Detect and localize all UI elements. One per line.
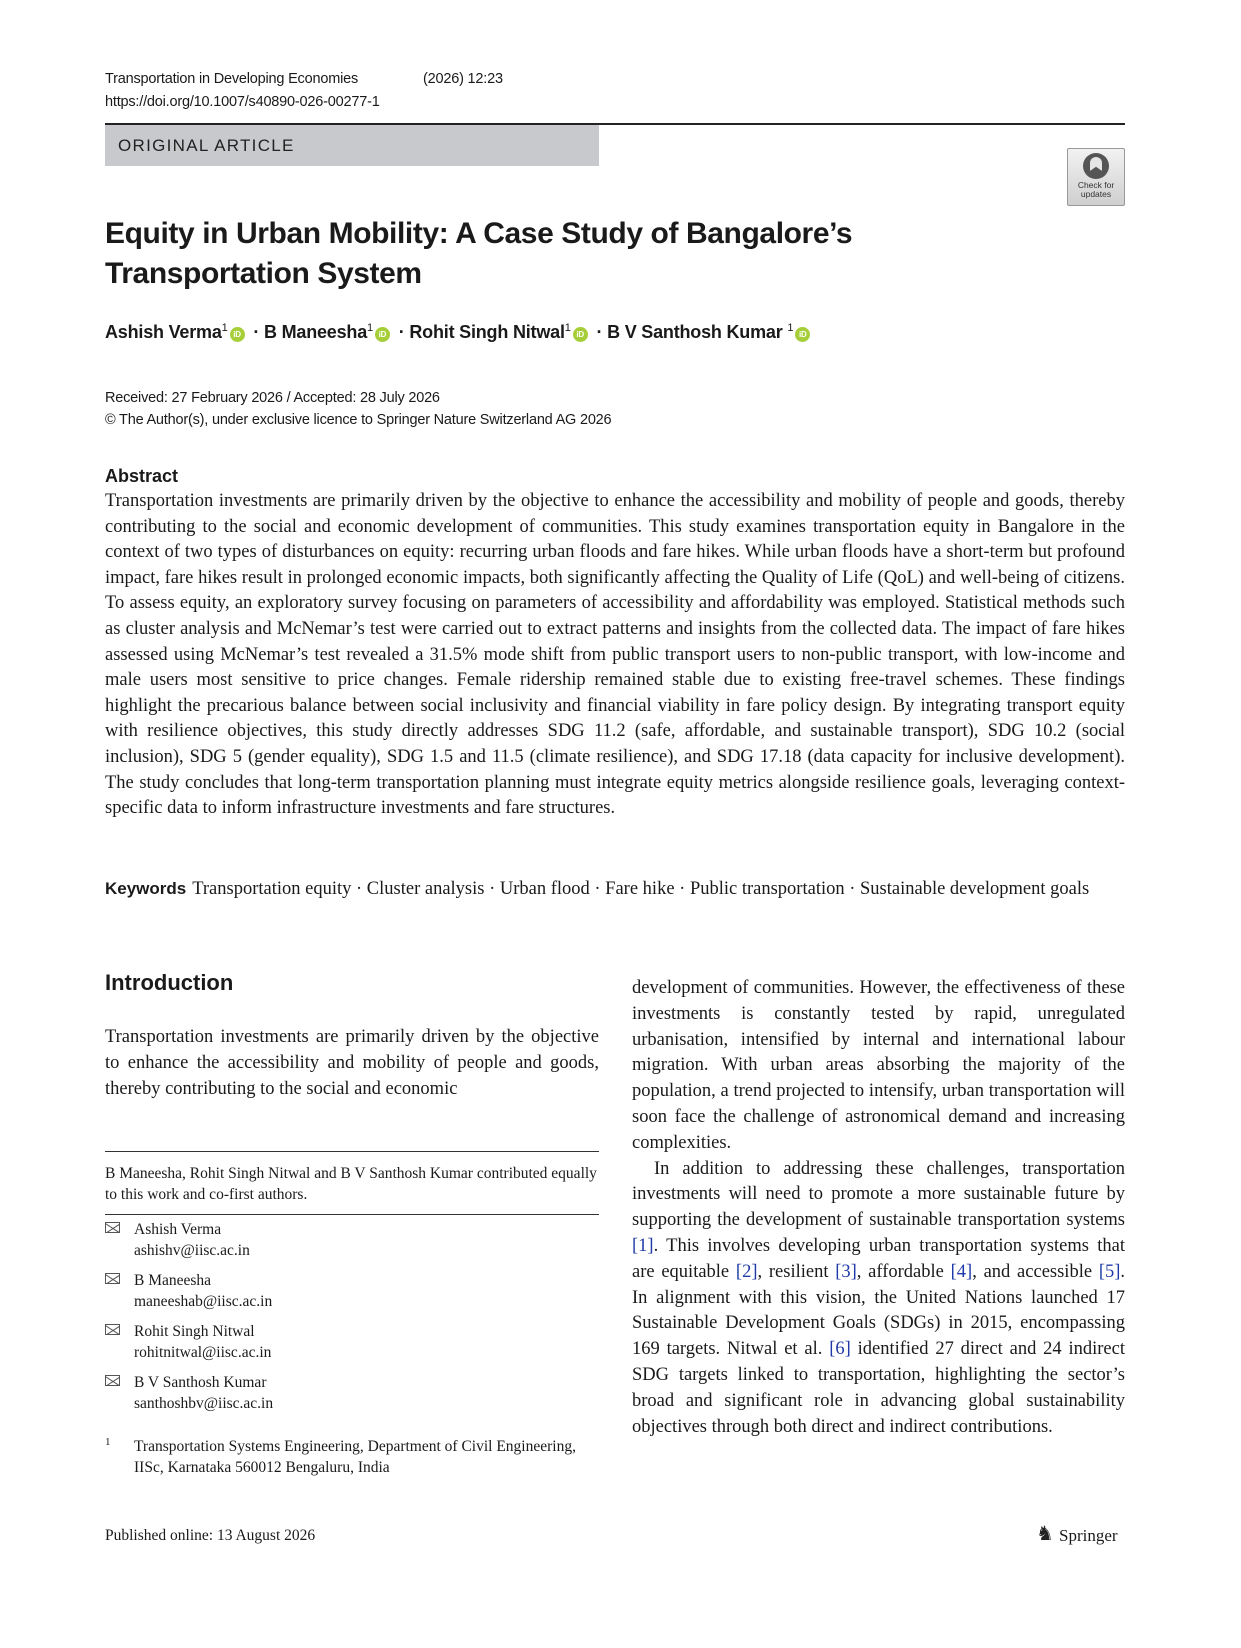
orcid-icon[interactable]: iD — [573, 327, 588, 342]
publication-dates — [105, 387, 611, 431]
orcid-icon[interactable]: iD — [795, 327, 810, 342]
contact-name: B V Santhosh Kumar — [134, 1374, 267, 1391]
introduction-paragraph: In addition to addressing these challenges, transportation investments will need to promote a more sustainable future by supporting the development of sustainable transportation systems [1]. This involves developing urban transportation systems that are equitable [2], resilient [3], affordable [4], and accessible [5]. In alignment with this vision, the United Nations launched 17 Sustainable Development Goals (SDGs) in 2015, encompassing 169 targets. Nitwal et al. [6] identified 27 direct and 24 indirect SDG targets linked to transportation, highlighting the sector’s broad and significant role in advancing global sustainability objectives through both direct and indirect contributions. — [632, 1158, 1126, 1437]
affiliation-number: 1 — [105, 1436, 111, 1448]
contact-name: Rohit Singh Nitwal — [134, 1323, 255, 1340]
author-name[interactable]: B Maneesha — [264, 322, 368, 342]
abstract-heading: Abstract — [105, 466, 179, 486]
envelope-icon — [105, 1375, 120, 1386]
contact-name: Ashish Verma — [134, 1221, 222, 1238]
keywords-heading: Keywords — [105, 879, 187, 898]
contact-email[interactable]: maneeshab@iisc.ac.in — [134, 1293, 273, 1310]
check-for-updates-badge[interactable] — [1067, 148, 1125, 206]
contact-entry — [105, 1219, 250, 1261]
springer-logo — [1036, 1526, 1118, 1546]
check-updates-label: Check for updates — [1077, 180, 1115, 199]
keywords — [105, 876, 1125, 903]
journal-header — [105, 68, 503, 114]
contribution-note: B Maneesha, Rohit Singh Nitwal and B V Santhosh Kumar contributed equally to this work and co-first authors. — [105, 1165, 597, 1203]
footnote-divider — [105, 1151, 599, 1152]
abstract-text: Transportation investments are primarily driven by the objective to enhance the accessibility and mobility of people and goods, thereby contributing to the social and economic development of communities. This study examines transportation equity in Bangalore in the context of two types of disturbances on equity: recurring urban floods and fare hikes. While urban floods have a short-term but profound impact, fare hikes result in prolonged economic impacts, both significantly affecting the Quality of Life (QoL) and well-being of citizens. To assess equity, an exploratory survey focusing on parameters of accessibility and affordability was employed. Statistical methods such as cluster analysis and McNemar’s test were carried out to extract patterns and insights from the collected data. The impact of fare hikes assessed using McNemar’s test revealed a 31.5% mode shift from public transport users to non-public transport, with low-income and male users most sensitive to price changes. Female ridership remained stable due to existing free-travel schemes. These findings highlight the precarious balance between social inclusivity and financial viability in fare policy design. By integrating transport equity with resilience objectives, this study directly addresses SDG 11.2 (safe, affordable, and sustainable transport), SDG 10.2 (social inclusion), SDG 5 (gender equality), SDG 1.5 and 11.5 (climate resilience), and SDG 17.18 (data capacity for inclusive development). The study concludes that long-term transportation planning must integrate equity metrics alongside resilience goals, leveraging context-specific data to inform infrastructure investments and fare structures. — [105, 491, 1125, 819]
keywords-text: Transportation equity · Cluster analysis · Urban flood · Fare hike · Public transportation · Sustainable development goals — [192, 879, 1090, 899]
contact-entry — [105, 1372, 273, 1414]
author-list — [105, 322, 814, 343]
springer-horse-icon — [1036, 1526, 1054, 1546]
author-item: · Rohit Singh Nitwal$^1$iD — [394, 322, 592, 342]
envelope-icon — [105, 1222, 120, 1233]
envelope-icon — [105, 1324, 120, 1335]
bookmark-icon — [1083, 153, 1109, 179]
copyright-notice: © The Author(s), under exclusive licence to Springer Nature Switzerland AG 2026 — [105, 412, 612, 428]
contact-email[interactable]: santhoshbv@iisc.ac.in — [134, 1395, 274, 1412]
introduction-left-text: Transportation investments are primarily driven by the objective to enhance the accessibility and mobility of people and goods, thereby contributing to the social and economic — [105, 1027, 599, 1099]
contact-entry — [105, 1321, 271, 1363]
journal-name: Transportation in Developing Economies — [105, 71, 359, 87]
author-item: Ashish Verma$^1$iD — [105, 322, 249, 342]
contact-email[interactable]: ashishv@iisc.ac.in — [134, 1242, 250, 1259]
affiliation-text: Transportation Systems Engineering, Department of Civil Engineering, IISc, Karnataka 560012 Bengaluru, India — [134, 1438, 576, 1476]
author-name[interactable]: B V Santhosh Kumar — [607, 322, 788, 342]
publisher-name: Springer — [1059, 1526, 1118, 1545]
author-name[interactable]: Ashish Verma — [105, 322, 222, 342]
footnote-divider — [105, 1214, 599, 1215]
introduction-heading: Introduction — [105, 970, 234, 995]
received-accepted: Received: 27 February 2026 / Accepted: 28 July 2026 — [105, 390, 440, 406]
orcid-icon[interactable]: iD — [375, 327, 390, 342]
citation-link[interactable]: [3] — [835, 1261, 857, 1282]
author-item: · B V Santhosh Kumar $^1$iD — [592, 322, 815, 342]
author-name[interactable]: Rohit Singh Nitwal — [409, 322, 565, 342]
introduction-right-column — [632, 976, 1125, 1440]
published-online: Published online: 13 August 2026 — [105, 1527, 316, 1544]
envelope-icon — [105, 1273, 120, 1284]
introduction-paragraph: development of communities. However, the effectiveness of these investments is constantly tested by rapid, unregulated urbanisation, intensified by internal and international labour migration. With urban areas absorbing the majority of the population, a trend projected to intensify, urban transportation will soon face the challenge of astronomical demand and increasing complexities. — [632, 978, 1125, 1153]
citation-link[interactable]: [4] — [950, 1261, 973, 1282]
issue-info: (2026) 12:23 — [423, 71, 503, 87]
citation-link[interactable]: [5] — [1098, 1261, 1121, 1282]
orcid-icon[interactable]: iD — [230, 327, 245, 342]
doi-link[interactable]: https://doi.org/10.1007/s40890-026-00277-1 — [105, 94, 380, 110]
citation-link[interactable]: [6] — [829, 1339, 851, 1360]
citation-link[interactable]: [1] — [632, 1235, 654, 1256]
article-title: Equity in Urban Mobility: A Case Study of Bangalore’s Transportation System — [105, 217, 853, 290]
article-type-banner: ORIGINAL ARTICLE — [105, 125, 599, 166]
affiliation — [105, 1436, 599, 1478]
author-item: · B Maneesha$^1$iD — [249, 322, 394, 342]
contact-email[interactable]: rohitnitwal@iisc.ac.in — [134, 1344, 272, 1361]
citation-link[interactable]: [2] — [735, 1261, 758, 1282]
contact-entry — [105, 1270, 272, 1312]
contact-name: B Maneesha — [134, 1272, 212, 1289]
